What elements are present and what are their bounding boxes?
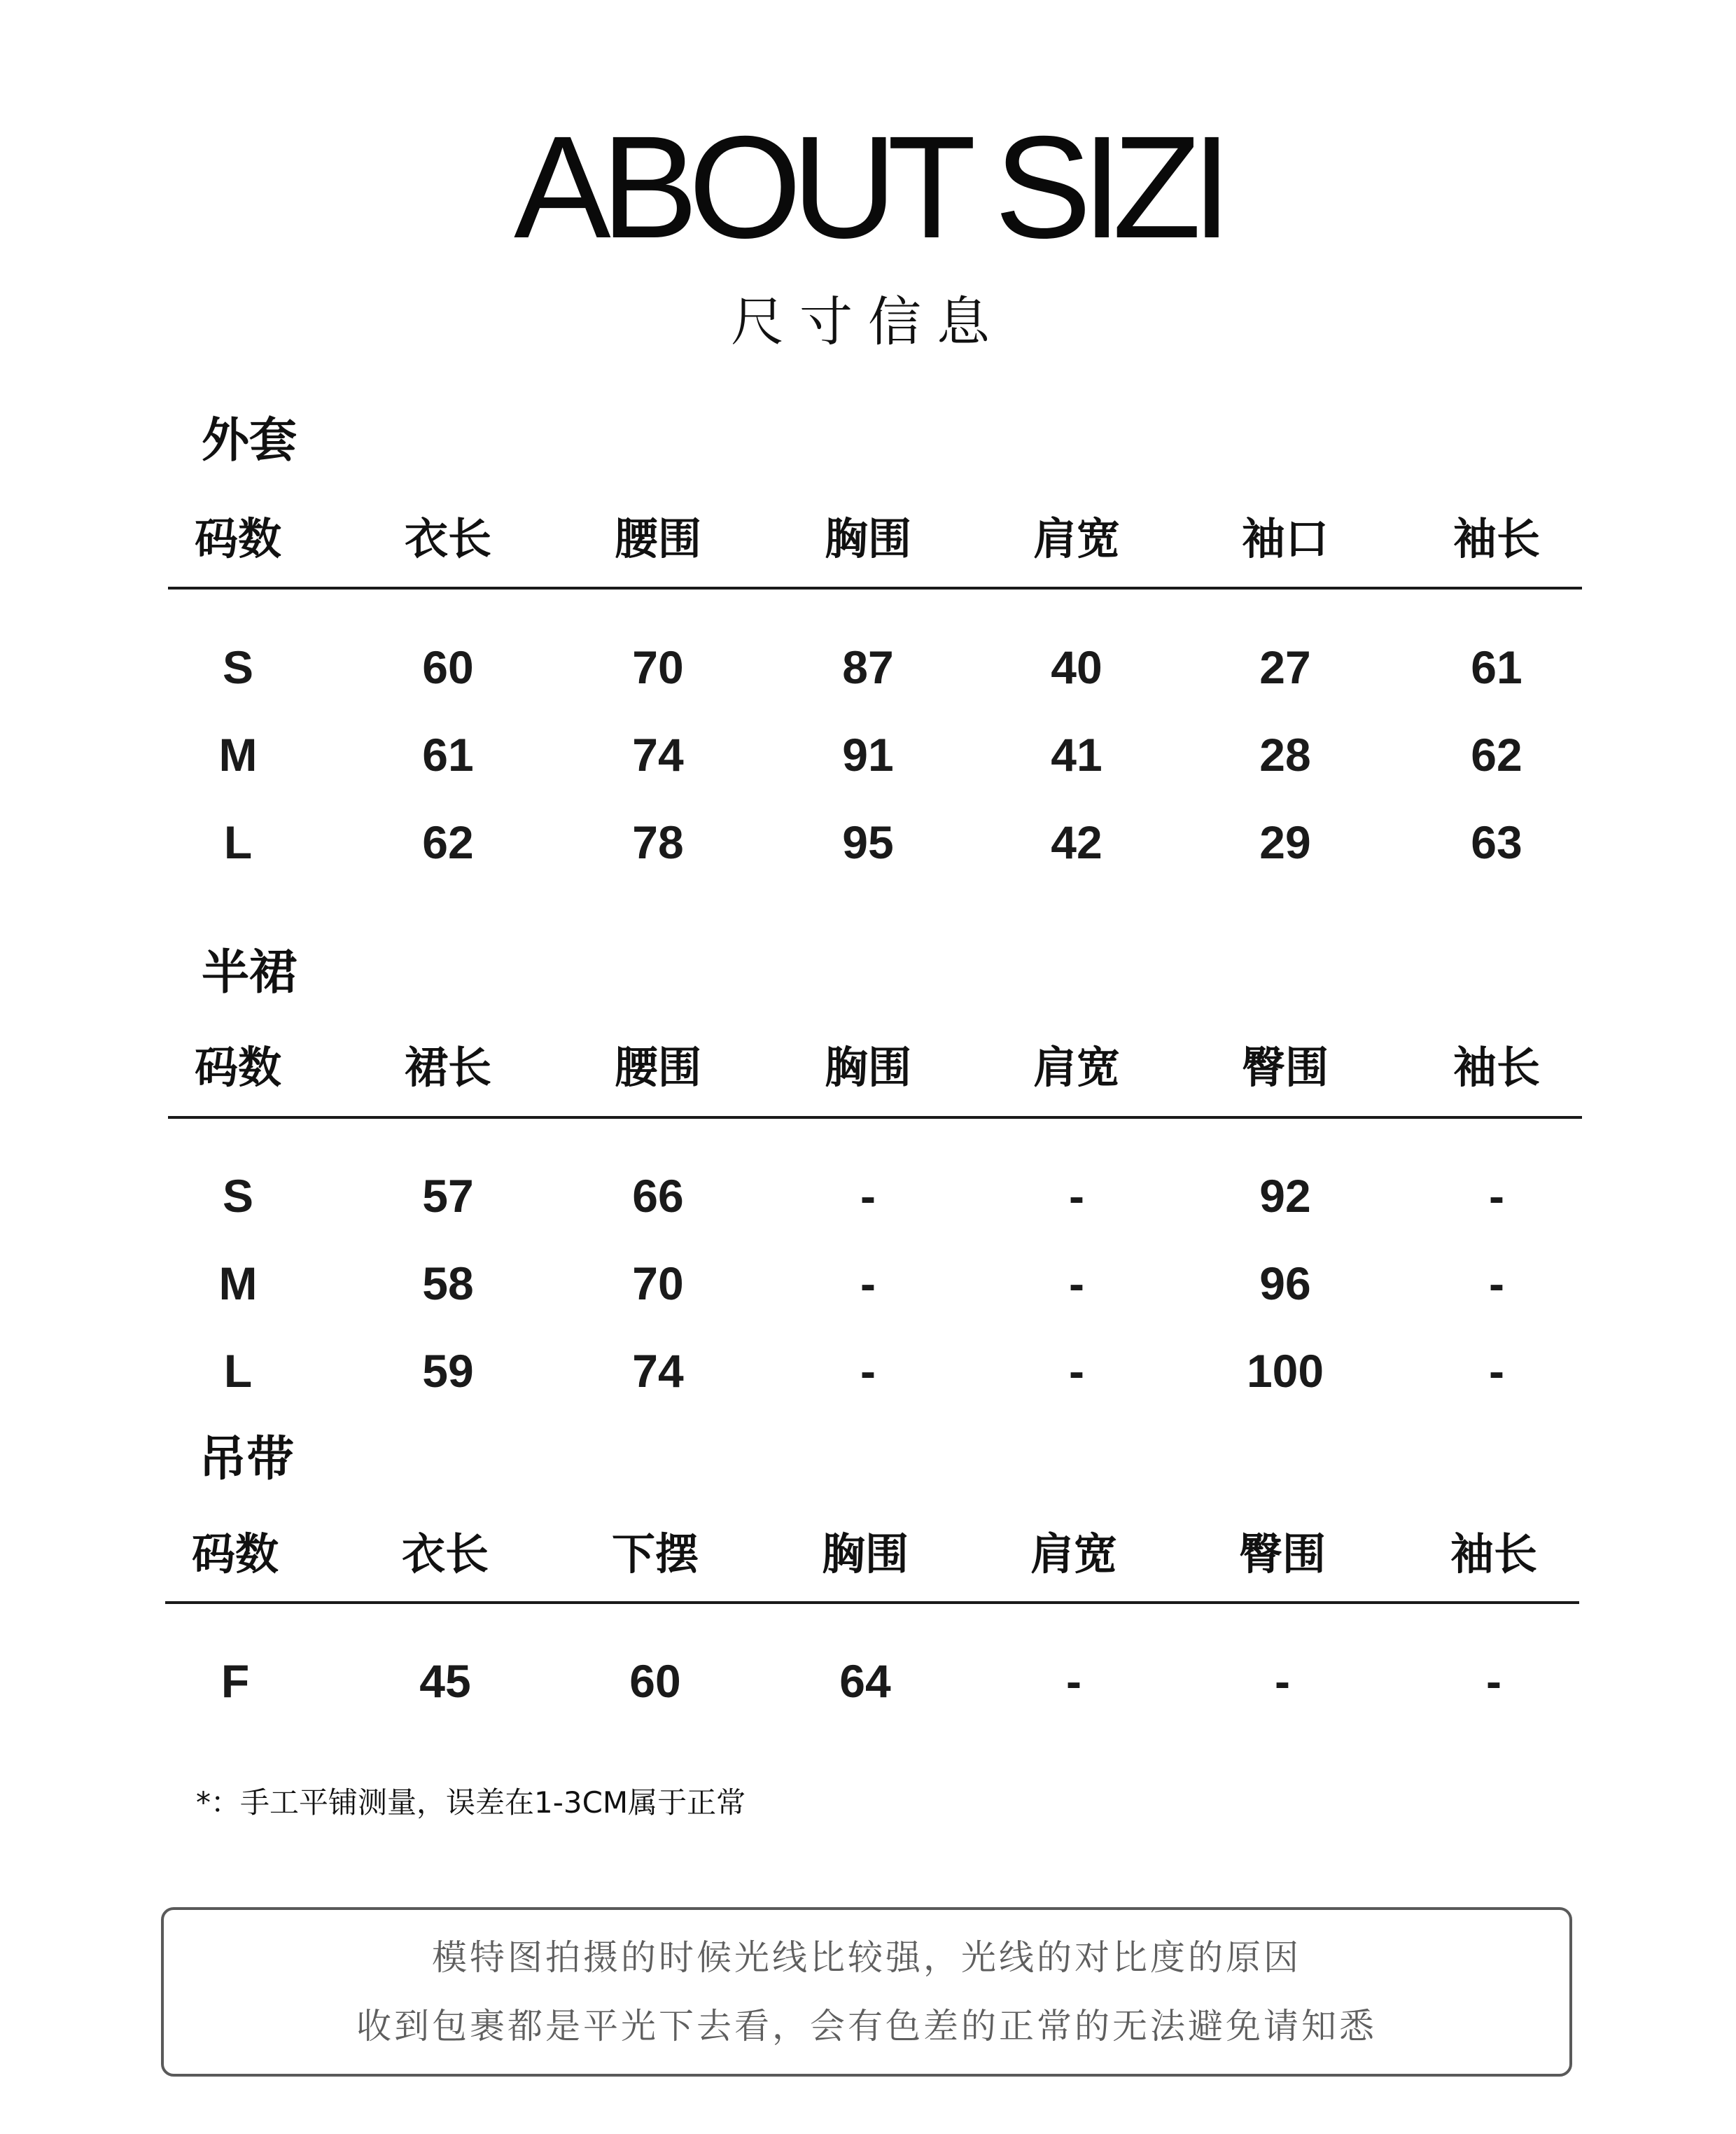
header-cell: 肩宽	[1032, 513, 1120, 564]
page-title: ABOUT SIZI	[514, 106, 1222, 269]
size-section-jacket	[168, 410, 1582, 872]
value-cell: -	[1489, 1345, 1504, 1397]
table-row	[165, 1643, 1579, 1720]
header-divider	[168, 1116, 1582, 1119]
measurement-footnote: *：手工平铺测量，误差在1-3CM属于正常	[196, 1785, 746, 1820]
value-cell: 29	[1259, 816, 1311, 868]
header-cell: 裙长	[404, 1042, 491, 1093]
table-header-row	[165, 1516, 1579, 1593]
value-cell: -	[860, 1345, 876, 1397]
header-cell: 袖长	[1452, 1042, 1540, 1093]
value-cell: 58	[422, 1257, 474, 1309]
table-header-row	[168, 1029, 1582, 1106]
table-row	[168, 1332, 1582, 1409]
value-cell: 91	[842, 729, 894, 781]
value-cell: -	[1066, 1655, 1082, 1707]
table-row	[168, 1245, 1582, 1322]
page-subtitle: 尺寸信息	[731, 291, 1005, 353]
header-cell: 肩宽	[1032, 1042, 1120, 1093]
value-cell: -	[1069, 1257, 1084, 1309]
header-cell: 衣长	[404, 513, 491, 564]
header-divider	[168, 587, 1582, 590]
header-cell: 肩宽	[1030, 1528, 1117, 1579]
table-row	[168, 629, 1582, 706]
value-cell: 62	[422, 816, 474, 868]
header-divider	[165, 1601, 1579, 1604]
header-cell: 衣长	[401, 1528, 489, 1579]
header-cell: 码数	[194, 513, 281, 564]
value-cell: 78	[632, 816, 684, 868]
header-cell: 臀围	[1238, 1528, 1326, 1579]
value-cell: 60	[629, 1655, 681, 1707]
value-cell: 96	[1259, 1257, 1311, 1309]
section-title: 吊带	[199, 1432, 295, 1487]
value-cell: 95	[842, 816, 894, 868]
value-cell: 87	[842, 641, 894, 693]
header-cell: 袖长	[1450, 1528, 1537, 1579]
header-cell: 袖长	[1452, 513, 1540, 564]
value-cell: -	[1489, 1170, 1504, 1222]
table-row	[168, 804, 1582, 881]
value-cell: 66	[632, 1170, 684, 1222]
value-cell: 63	[1471, 816, 1522, 868]
value-cell: 62	[1471, 729, 1522, 781]
value-cell: -	[1069, 1345, 1084, 1397]
value-cell: 57	[422, 1170, 474, 1222]
table-header-row	[168, 501, 1582, 578]
value-cell: -	[1275, 1655, 1290, 1707]
section-title: 外套	[202, 413, 298, 468]
value-cell: 61	[1471, 641, 1522, 693]
header-cell: 袖口	[1241, 513, 1329, 564]
notice-line-1: 模特图拍摄的时候光线比较强，光线的对比度的原因	[432, 1937, 1301, 1978]
header-cell: 腰围	[614, 1042, 701, 1093]
value-cell: 45	[419, 1655, 471, 1707]
value-cell: 100	[1246, 1345, 1324, 1397]
notice-line-2: 收到包裹都是平光下去看，会有色差的正常的无法避免请知悉	[356, 2006, 1377, 2046]
header-cell: 下摆	[611, 1528, 699, 1579]
header-cell: 胸围	[824, 1042, 911, 1093]
color-difference-notice	[161, 1907, 1572, 2077]
value-cell: 74	[632, 729, 684, 781]
header-cell: 腰围	[614, 513, 701, 564]
value-cell: 64	[839, 1655, 891, 1707]
size-cell: M	[218, 1257, 258, 1309]
value-cell: 59	[422, 1345, 474, 1397]
size-cell: M	[218, 729, 258, 781]
size-section-camisole	[165, 1428, 1579, 1722]
value-cell: -	[860, 1170, 876, 1222]
value-cell: 40	[1051, 641, 1102, 693]
value-cell: 27	[1259, 641, 1311, 693]
value-cell: 42	[1051, 816, 1102, 868]
value-cell: 70	[632, 641, 684, 693]
header-cell: 码数	[194, 1042, 281, 1093]
value-cell: -	[860, 1257, 876, 1309]
size-section-skirt	[168, 942, 1582, 1397]
value-cell: 60	[422, 641, 474, 693]
value-cell: -	[1069, 1170, 1084, 1222]
value-cell: 92	[1259, 1170, 1311, 1222]
value-cell: 74	[632, 1345, 684, 1397]
value-cell: 61	[422, 729, 474, 781]
value-cell: 70	[632, 1257, 684, 1309]
value-cell: 28	[1259, 729, 1311, 781]
size-cell: S	[222, 641, 254, 693]
header-cell: 臀围	[1241, 1042, 1329, 1093]
size-cell: S	[222, 1170, 254, 1222]
table-row	[168, 1157, 1582, 1234]
size-cell: L	[223, 1345, 253, 1397]
value-cell: -	[1486, 1655, 1502, 1707]
header-cell: 胸围	[824, 513, 911, 564]
value-cell: -	[1489, 1257, 1504, 1309]
table-row	[168, 716, 1582, 793]
header-cell: 胸围	[821, 1528, 909, 1579]
section-title: 半裙	[202, 945, 298, 1000]
value-cell: 41	[1051, 729, 1102, 781]
header-cell: 码数	[191, 1528, 279, 1579]
size-cell: L	[223, 816, 253, 868]
size-cell: F	[220, 1655, 250, 1707]
